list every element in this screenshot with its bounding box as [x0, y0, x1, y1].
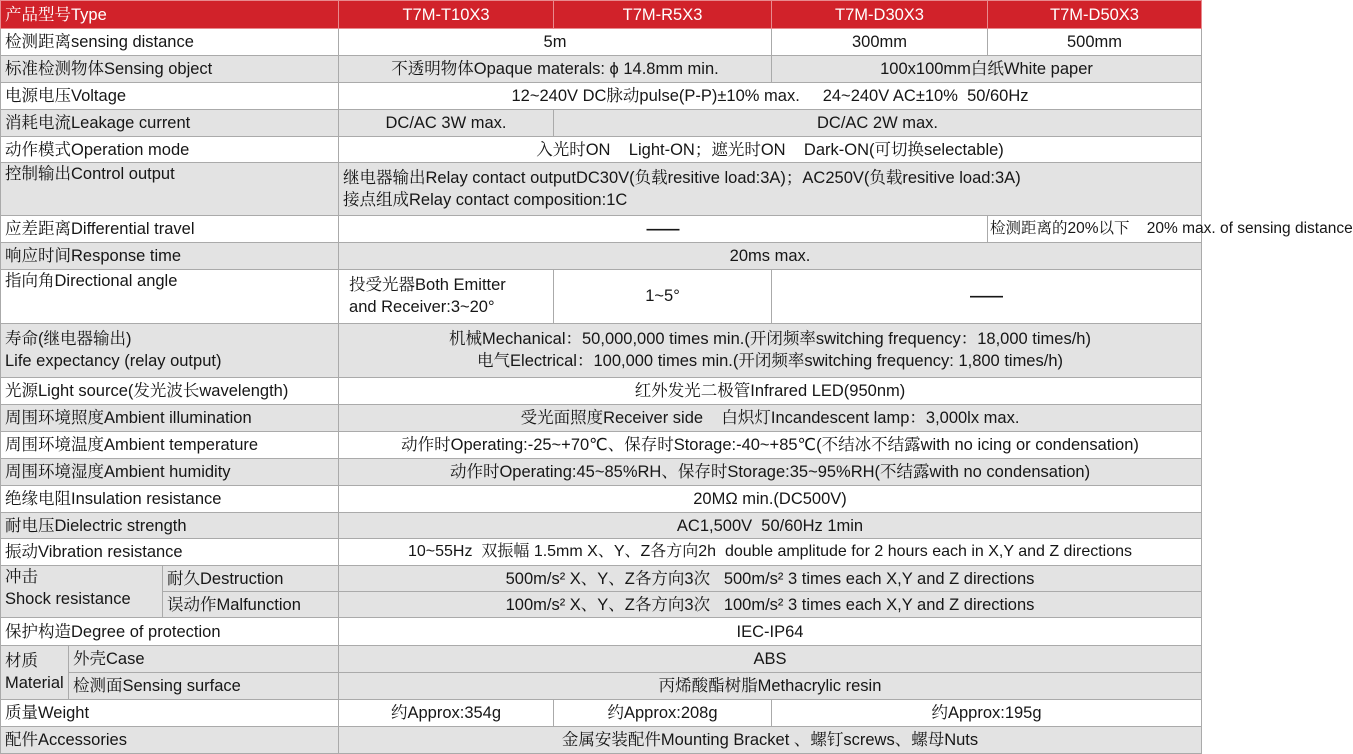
- type-label: 产品型号Type: [1, 1, 339, 29]
- label-light-source: 光源Light source(发光波长wavelength): [1, 377, 339, 404]
- value-ambient-humidity: 动作时Operating:45~85%RH、保存时Storage:35~95%RH(不结露with no condensation): [339, 459, 1202, 486]
- value-directional-3: ——: [772, 269, 1202, 323]
- value-differential-2: 检测距离的20%以下 20% max. of sensing distance: [988, 215, 1202, 242]
- label-vibration: 振动Vibration resistance: [1, 539, 339, 566]
- value-directional-1: [339, 269, 554, 323]
- header-row: [1, 1, 1202, 29]
- life-label-line2: Life expectancy (relay output): [5, 352, 222, 371]
- label-accessories: 配件Accessories: [1, 726, 339, 753]
- control-output-line1: 继电器输出Relay contact outputDC30V(负载resitive load:3A)；AC250V(负载resitive load:3A): [343, 168, 1021, 187]
- label-weight: 质量Weight: [1, 699, 339, 726]
- value-material-case: ABS: [339, 645, 1202, 672]
- row-life: [1, 323, 1202, 377]
- value-sensing-distance-2: 300mm: [772, 29, 988, 56]
- label-differential: 应差距离Differential travel: [1, 215, 339, 242]
- label-shock: [1, 566, 163, 618]
- label-dielectric: 耐电压Dielectric strength: [1, 513, 339, 539]
- label-directional: 指向角Directional angle: [1, 269, 339, 323]
- label-shock-malfunction: 误动作Malfunction: [163, 592, 339, 618]
- value-shock-malfunction: 100m/s² X、Y、Z各方向3次 100m/s² 3 times each X,Y and Z directions: [339, 592, 1202, 618]
- label-sensing-distance: 检测距离sensing distance: [1, 29, 339, 56]
- row-light-source: [1, 377, 1202, 404]
- value-sensing-distance-3: 500mm: [988, 29, 1202, 56]
- row-insulation: [1, 486, 1202, 513]
- label-sensing-object: 标准检测物体Sensing object: [1, 56, 339, 83]
- directional-1-line1: 投受光器Both Emitter: [349, 276, 506, 295]
- value-accessories: 金属安装配件Mounting Bracket 、螺钉screws、螺母Nuts: [339, 726, 1202, 753]
- row-sensing-distance: [1, 29, 1202, 56]
- label-shock-destruction: 耐久Destruction: [163, 566, 339, 592]
- row-ambient-temperature: [1, 432, 1202, 459]
- value-insulation: 20MΩ min.(DC500V): [339, 486, 1202, 513]
- row-protection: [1, 618, 1202, 645]
- value-weight-2: 约Approx:208g: [554, 699, 772, 726]
- directional-1-line2: and Receiver:3~20°: [349, 298, 495, 317]
- value-ambient-temperature: 动作时Operating:-25~+70℃、保存时Storage:-40~+85℃(不结冰不结露with no icing or condensation): [339, 432, 1202, 459]
- label-material-surface: 检测面Sensing surface: [69, 672, 339, 699]
- value-weight-1: 约Approx:354g: [339, 699, 554, 726]
- row-response: [1, 242, 1202, 269]
- value-life: [339, 323, 1202, 377]
- value-material-surface: 丙烯酸酯树脂Methacrylic resin: [339, 672, 1202, 699]
- row-weight: [1, 699, 1202, 726]
- value-protection: IEC-IP64: [339, 618, 1202, 645]
- value-vibration: 10~55Hz 双振幅 1.5mm X、Y、Z各方向2h double amplitude for 2 hours each in X,Y and Z directions: [339, 539, 1202, 566]
- label-response: 响应时间Response time: [1, 242, 339, 269]
- label-ambient-illumination: 周围环境照度Ambient illumination: [1, 404, 339, 431]
- row-directional: [1, 269, 1202, 323]
- label-leakage: 消耗电流Leakage current: [1, 110, 339, 137]
- label-voltage: 电源电压Voltage: [1, 83, 339, 110]
- row-ambient-humidity: [1, 459, 1202, 486]
- value-response: 20ms max.: [339, 242, 1202, 269]
- value-leakage-2: DC/AC 2W max.: [554, 110, 1202, 137]
- material-label-line1: 材质: [5, 652, 38, 671]
- value-light-source: 红外发光二极管Infrared LED(950nm): [339, 377, 1202, 404]
- value-dielectric: AC1,500V 50/60Hz 1min: [339, 513, 1202, 539]
- row-differential: [1, 215, 1202, 242]
- life-line1: 机械Mechanical：50,000,000 times min.(开闭频率switching frequency：18,000 times/h): [449, 330, 1091, 349]
- row-control-output: [1, 163, 1202, 215]
- label-insulation: 绝缘电阻Insulation resistance: [1, 486, 339, 513]
- row-vibration: [1, 539, 1202, 566]
- row-ambient-illumination: [1, 404, 1202, 431]
- control-output-line2: 接点组成Relay contact composition:1C: [343, 190, 628, 209]
- value-sensing-object-1: 不透明物体Opaque materals: ϕ 14.8mm min.: [339, 56, 772, 83]
- shock-label-line2: Shock resistance: [5, 590, 131, 609]
- row-shock-destruction: [1, 566, 1202, 592]
- shock-label-line1: 冲击: [5, 568, 38, 587]
- model-d30x3: T7M-D30X3: [772, 1, 988, 29]
- row-material-surface: [1, 672, 1202, 699]
- row-accessories: [1, 726, 1202, 753]
- value-ambient-illumination: 受光面照度Receiver side 白炽灯Incandescent lamp：3,000lx max.: [339, 404, 1202, 431]
- value-differential-1: ——: [339, 215, 988, 242]
- life-line2: 电气Electrical：100,000 times min.(开闭频率switching frequency: 1,800 times/h): [477, 352, 1063, 371]
- row-voltage: [1, 83, 1202, 110]
- row-sensing-object: [1, 56, 1202, 83]
- row-material-case: [1, 645, 1202, 672]
- model-d50x3: T7M-D50X3: [988, 1, 1202, 29]
- row-operation-mode: [1, 137, 1202, 163]
- value-shock-destruction: 500m/s² X、Y、Z各方向3次 500m/s² 3 times each X,Y and Z directions: [339, 566, 1202, 592]
- material-label-line2: Material: [5, 674, 64, 693]
- value-voltage: 12~240V DC脉动pulse(P-P)±10% max. 24~240V AC±10% 50/60Hz: [339, 83, 1202, 110]
- life-label-line1: 寿命(继电器输出): [5, 330, 132, 349]
- value-sensing-distance-1: 5m: [339, 29, 772, 56]
- label-material: [1, 645, 69, 699]
- label-ambient-temperature: 周围环境温度Ambient temperature: [1, 432, 339, 459]
- value-directional-2: 1~5°: [554, 269, 772, 323]
- value-operation-mode: 入光时ON Light-ON；遮光时ON Dark-ON(可切换selectable): [339, 137, 1202, 163]
- value-control-output: [339, 163, 1202, 215]
- row-shock-malfunction: [1, 592, 1202, 618]
- label-control-output: 控制输出Control output: [1, 163, 339, 215]
- value-sensing-object-2: 100x100mm白纸White paper: [772, 56, 1202, 83]
- model-r5x3: T7M-R5X3: [554, 1, 772, 29]
- label-ambient-humidity: 周围环境湿度Ambient humidity: [1, 459, 339, 486]
- model-t10x3: T7M-T10X3: [339, 1, 554, 29]
- label-material-case: 外壳Case: [69, 645, 339, 672]
- label-protection: 保护构造Degree of protection: [1, 618, 339, 645]
- label-operation-mode: 动作模式Operation mode: [1, 137, 339, 163]
- row-leakage: [1, 110, 1202, 137]
- label-life: [1, 323, 339, 377]
- value-weight-3: 约Approx:195g: [772, 699, 1202, 726]
- row-dielectric: [1, 513, 1202, 539]
- value-leakage-1: DC/AC 3W max.: [339, 110, 554, 137]
